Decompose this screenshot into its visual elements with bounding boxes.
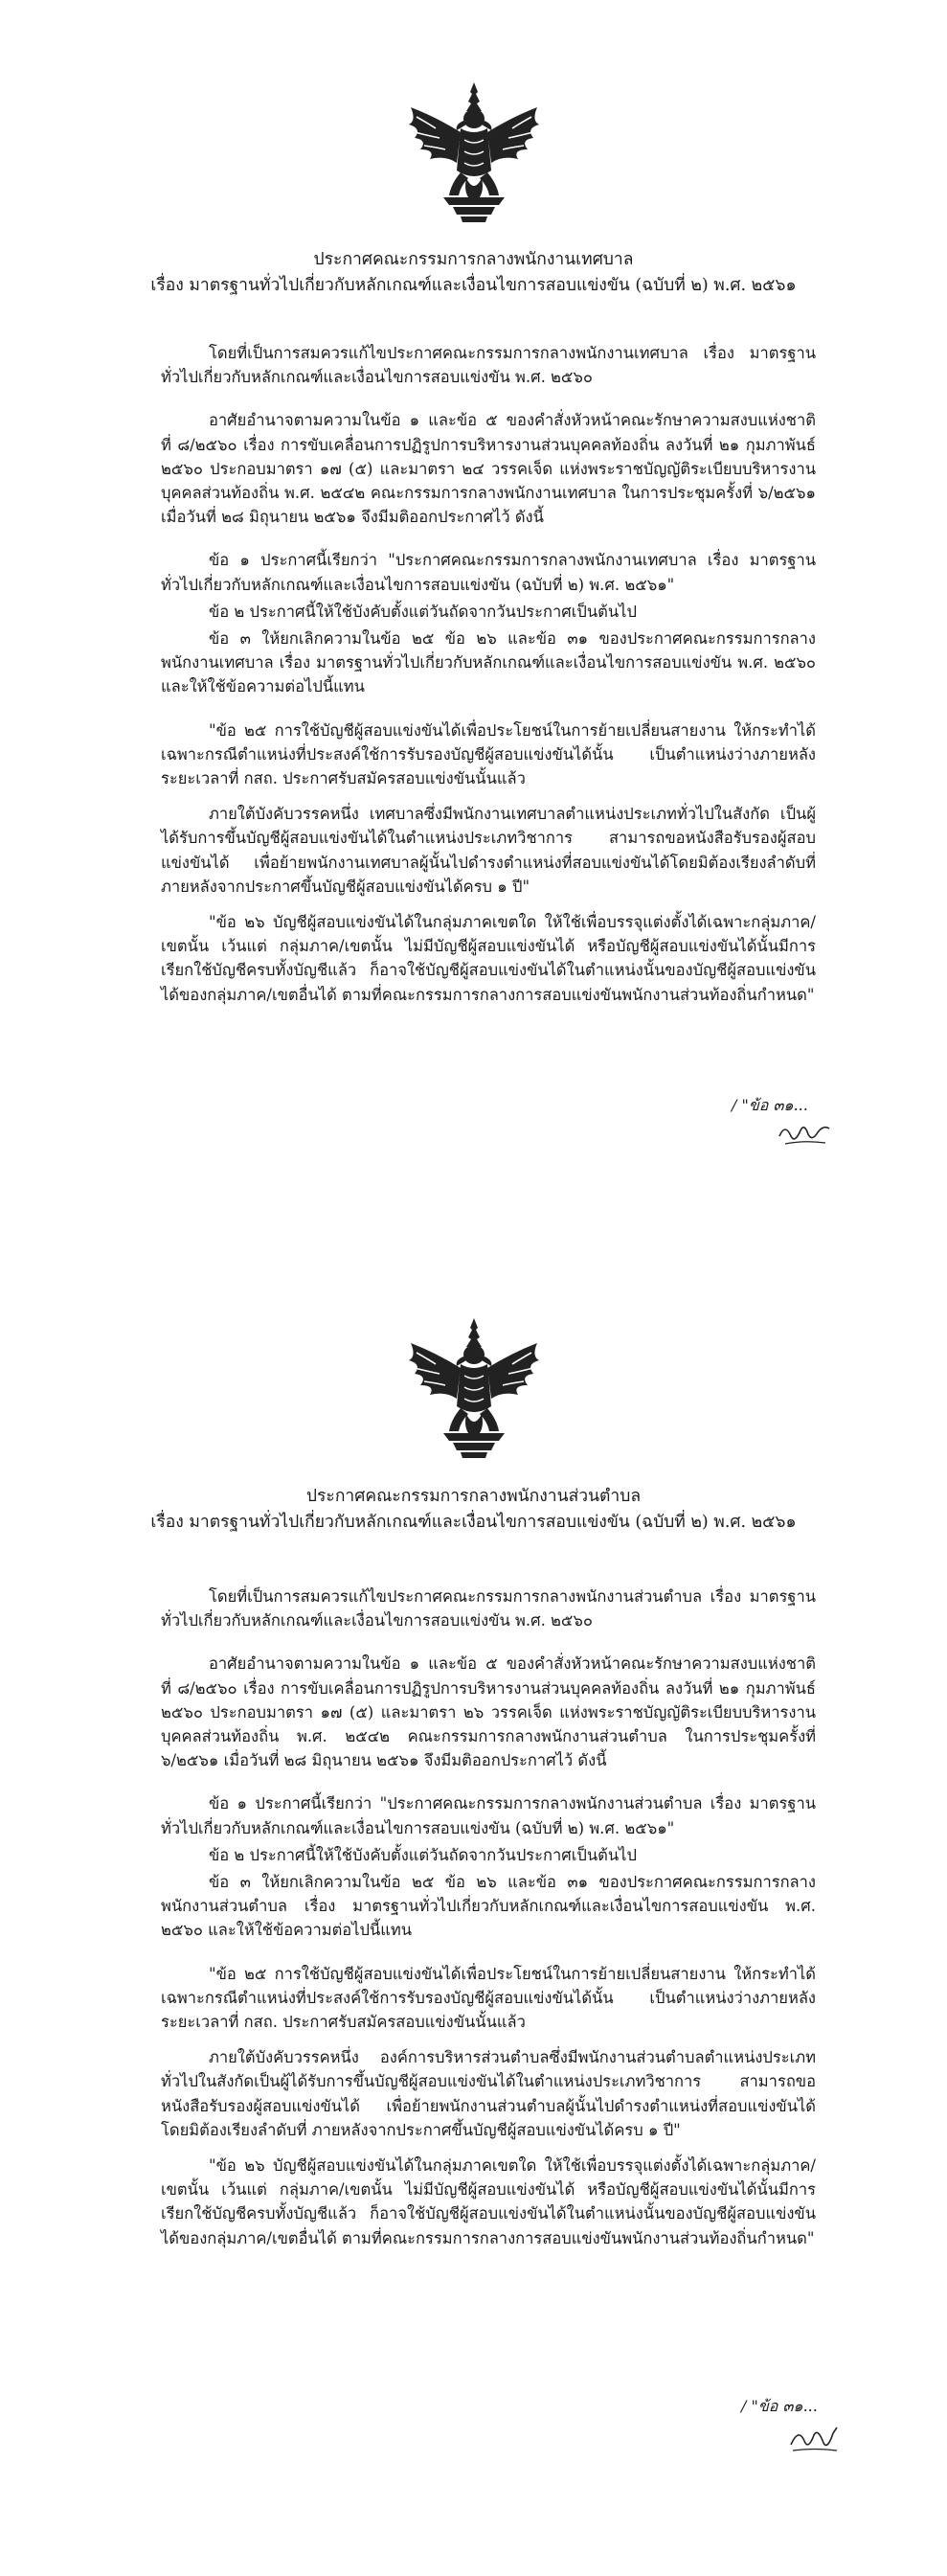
garuda-emblem-icon bbox=[397, 79, 551, 232]
announcement-title: ประกาศคณะกรรมการกลางพนักงานส่วนตำบล bbox=[305, 1487, 642, 1506]
signature-initials bbox=[776, 1117, 833, 1148]
continuation-reference: / "ข้อ ๓๑... bbox=[741, 2397, 818, 2415]
clause-1-paragraph: ข้อ ๑ ประกาศนี้เรียกว่า "ประกาศคณะกรรมการกลางพนักงานเทศบาล เรื่อง มาตรฐานทั่วไปเกี่ยวกับหลักเกณฑ์และเงื่อนไขการสอบแข่งขัน (ฉบับที่ ๒) พ.ศ. ๒๕๖๑" bbox=[161, 551, 816, 594]
clause-1-paragraph: ข้อ ๑ ประกาศนี้เรียกว่า "ประกาศคณะกรรมการกลางพนักงานส่วนตำบล เรื่อง มาตรฐานทั่วไปเกี่ยวกับหลักเกณฑ์และเงื่อนไขการสอบแข่งขัน (ฉบับที่ ๒) พ.ศ. ๒๕๖๑" bbox=[161, 1794, 816, 1837]
clause-26-paragraph: "ข้อ ๒๖ บัญชีผู้สอบแข่งขันได้ในกลุ่มภาคเขตใด ให้ใช้เพื่อบรรจุแต่งตั้งได้เฉพาะกลุ่มภาค/เขตนั้น เว้นแต่ กลุ่มภาค/เขตนั้น ไม่มีบัญชีผู้สอบแข่งขันได้ หรือบัญชีผู้สอบแข่งขันได้นั้นมีการเรียกใช้บัญชีครบทั้งบัญชีแล้ว ก็อาจใช้บัญชีผู้สอบแข่งขันได้ในตำแหน่งนั้นของบัญชีผู้สอบแข่งขันได้ของกลุ่มภาค/เขตอื่นได้ ตามที่คณะกรรมการกลางการสอบแข่งขันพนักงานส่วนท้องถิ่นกำหนด" bbox=[161, 913, 816, 1004]
announcement-page-municipal bbox=[0, 0, 947, 1236]
clause-25-subparagraph: ภายใต้บังคับวรรคหนึ่ง เทศบาลซึ่งมีพนักงานเทศบาลตำแหน่งประเภททั่วไปในสังกัด เป็นผู้ได้รับการขึ้นบัญชีผู้สอบแข่งขันได้ในตำแหน่งประเภทวิชาการ สามารถขอหนังสือรับรองผู้สอบแข่งขันได้ เพื่อย้ายพนักงานเทศบาลผู้นั้นไปดำรงตำแหน่งที่สอบแข่งขันได้โดยมิต้องเรียงลำดับที่ ภายหลังจากประกาศขึ้นบัญชีผู้สอบแข่งขันได้ครบ ๑ ปี" bbox=[161, 805, 816, 896]
authority-paragraph: อาศัยอำนาจตามความในข้อ ๑ และข้อ ๕ ของคำสั่งหัวหน้าคณะรักษาความสงบแห่งชาติ ที่ ๘/๒๕๖๐ เรื่อง การขับเคลื่อนการปฏิรูปการบริหารงานส่วนบุคคลท้องถิ่น ลงวันที่ ๒๑ กุมภาพันธ์ ๒๕๖๐ ประกอบมาตรา ๑๗ (๕) และมาตรา ๒๖ วรรคเจ็ด แห่งพระราชบัญญัติระเบียบบริหารงานบุคคลส่วนท้องถิ่น พ.ศ. ๒๕๔๒ คณะกรรมการกลางพนักงานส่วนตำบล ในการประชุมครั้งที่ ๖/๒๕๖๑ เมื่อวันที่ ๒๘ มิถุนายน ๒๕๖๑ จึงมีมติออกประกาศไว้ ดังนี้ bbox=[161, 1654, 816, 1770]
announcement-page-subdistrict bbox=[0, 1236, 947, 2576]
clause-25-paragraph: "ข้อ ๒๕ การใช้บัญชีผู้สอบแข่งขันได้เพื่อประโยชน์ในการย้ายเปลี่ยนสายงาน ให้กระทำได้เฉพาะกรณีตำแหน่งที่ประสงค์ใช้การรับรองบัญชีผู้สอบแข่งขันได้นั้น เป็นตำแหน่งว่างภายหลังระยะเวลาที่ กสถ. ประกาศรับสมัครสอบแข่งขันนั้นแล้ว bbox=[161, 1964, 816, 2032]
announcement-heading bbox=[0, 1484, 947, 1536]
announcement-heading bbox=[0, 247, 947, 299]
announcement-body bbox=[161, 341, 816, 1026]
preamble-paragraph: โดยที่เป็นการสมควรแก้ไขประกาศคณะกรรมการกลางพนักงานส่วนตำบล เรื่อง มาตรฐานทั่วไปเกี่ยวกับหลักเกณฑ์และเงื่อนไขการสอบแข่งขัน พ.ศ. ๒๕๖๐ bbox=[161, 1587, 816, 1630]
clause-3-paragraph: ข้อ ๓ ให้ยกเลิกความในข้อ ๒๕ ข้อ ๒๖ และข้อ ๓๑ ของประกาศคณะกรรมการกลางพนักงานเทศบาล เรื่อง มาตรฐานทั่วไปเกี่ยวกับหลักเกณฑ์และเงื่อนไขการสอบแข่งขัน พ.ศ. ๒๕๖๐ และให้ใช้ข้อความต่อไปนี้แทน bbox=[161, 629, 816, 696]
announcement-subject: เรื่อง มาตรฐานทั่วไปเกี่ยวกับหลักเกณฑ์และเงื่อนไขการสอบแข่งขัน (ฉบับที่ ๒) พ.ศ. ๒๕๖๑ bbox=[150, 1513, 797, 1532]
clause-25-subparagraph: ภายใต้บังคับวรรคหนึ่ง องค์การบริหารส่วนตำบลซึ่งมีพนักงานส่วนตำบลตำแหน่งประเภททั่วไปในสังกัดเป็นผู้ได้รับการขึ้นบัญชีผู้สอบแข่งขันได้ในตำแหน่งประเภทวิชาการ สามารถขอหนังสือรับรองผู้สอบแข่งขันได้ เพื่อย้ายพนักงานส่วนตำบลผู้นั้นไปดำรงตำแหน่งที่สอบแข่งขันได้โดยมิต้องเรียงลำดับที่ ภายหลังจากประกาศขึ้นบัญชีผู้สอบแข่งขันได้ครบ ๑ ปี" bbox=[161, 2048, 816, 2139]
announcement-subject: เรื่อง มาตรฐานทั่วไปเกี่ยวกับหลักเกณฑ์และเงื่อนไขการสอบแข่งขัน (ฉบับที่ ๒) พ.ศ. ๒๕๖๑ bbox=[150, 276, 797, 295]
preamble-paragraph: โดยที่เป็นการสมควรแก้ไขประกาศคณะกรรมการกลางพนักงานเทศบาล เรื่อง มาตรฐานทั่วไปเกี่ยวกับหลักเกณฑ์และเงื่อนไขการสอบแข่งขัน พ.ศ. ๒๕๖๐ bbox=[161, 344, 816, 387]
clause-2-paragraph: ข้อ ๒ ประกาศนี้ให้ใช้บังคับตั้งแต่วันถัดจากวันประกาศเป็นต้นไป bbox=[209, 1845, 637, 1864]
garuda-emblem-icon bbox=[397, 1314, 551, 1468]
clause-3-paragraph: ข้อ ๓ ให้ยกเลิกความในข้อ ๒๕ ข้อ ๒๖ และข้อ ๓๑ ของประกาศคณะกรรมการกลางพนักงานส่วนตำบล เรื่อง มาตรฐานทั่วไปเกี่ยวกับหลักเกณฑ์และเงื่อนไขการสอบแข่งขัน พ.ศ. ๒๕๖๐ และให้ใช้ข้อความต่อไปนี้แทน bbox=[161, 1873, 816, 1940]
clause-26-paragraph: "ข้อ ๒๖ บัญชีผู้สอบแข่งขันได้ในกลุ่มภาคเขตใด ให้ใช้เพื่อบรรจุแต่งตั้งได้เฉพาะกลุ่มภาค/เขตนั้น เว้นแต่ กลุ่มภาค/เขตนั้น ไม่มีบัญชีผู้สอบแข่งขันได้ หรือบัญชีผู้สอบแข่งขันได้นั้นมีการเรียกใช้บัญชีครบทั้งบัญชีแล้ว ก็อาจใช้บัญชีผู้สอบแข่งขันได้ในตำแหน่งนั้นของบัญชีผู้สอบแข่งขันได้ของกลุ่มภาค/เขตอื่นได้ ตามที่คณะกรรมการกลางการสอบแข่งขันพนักงานส่วนท้องถิ่นกำหนด" bbox=[161, 2156, 816, 2247]
clause-25-paragraph: "ข้อ ๒๕ การใช้บัญชีผู้สอบแข่งขันได้เพื่อประโยชน์ในการย้ายเปลี่ยนสายงาน ให้กระทำได้เฉพาะกรณีตำแหน่งที่ประสงค์ใช้การรับรองบัญชีผู้สอบแข่งขันได้นั้น เป็นตำแหน่งว่างภายหลังระยะเวลาที่ กสถ. ประกาศรับสมัครสอบแข่งขันนั้นแล้ว bbox=[161, 720, 816, 788]
continuation-reference: / "ข้อ ๓๑... bbox=[732, 1096, 808, 1114]
announcement-title: ประกาศคณะกรรมการกลางพนักงานเทศบาล bbox=[313, 250, 634, 269]
signature-initials bbox=[785, 2424, 843, 2454]
authority-paragraph: อาศัยอำนาจตามความในข้อ ๑ และข้อ ๕ ของคำสั่งหัวหน้าคณะรักษาความสงบแห่งชาติ ที่ ๘/๒๕๖๐ เรื่อง การขับเคลื่อนการปฏิรูปการบริหารงานส่วนบุคคลท้องถิ่น ลงวันที่ ๒๑ กุมภาพันธ์ ๒๕๖๐ ประกอบมาตรา ๑๗ (๕) และมาตรา ๒๔ วรรคเจ็ด แห่งพระราชบัญญัติระเบียบบริหารงานบุคคลส่วนท้องถิ่น พ.ศ. ๒๕๔๒ คณะกรรมการกลางพนักงานเทศบาล ในการประชุมครั้งที่ ๖/๒๕๖๑ เมื่อวันที่ ๒๘ มิถุนายน ๒๕๖๑ จึงมีมติออกประกาศไว้ ดังนี้ bbox=[161, 411, 816, 527]
announcement-body bbox=[161, 1584, 816, 2269]
clause-2-paragraph: ข้อ ๒ ประกาศนี้ให้ใช้บังคับตั้งแต่วันถัดจากวันประกาศเป็นต้นไป bbox=[209, 602, 637, 621]
